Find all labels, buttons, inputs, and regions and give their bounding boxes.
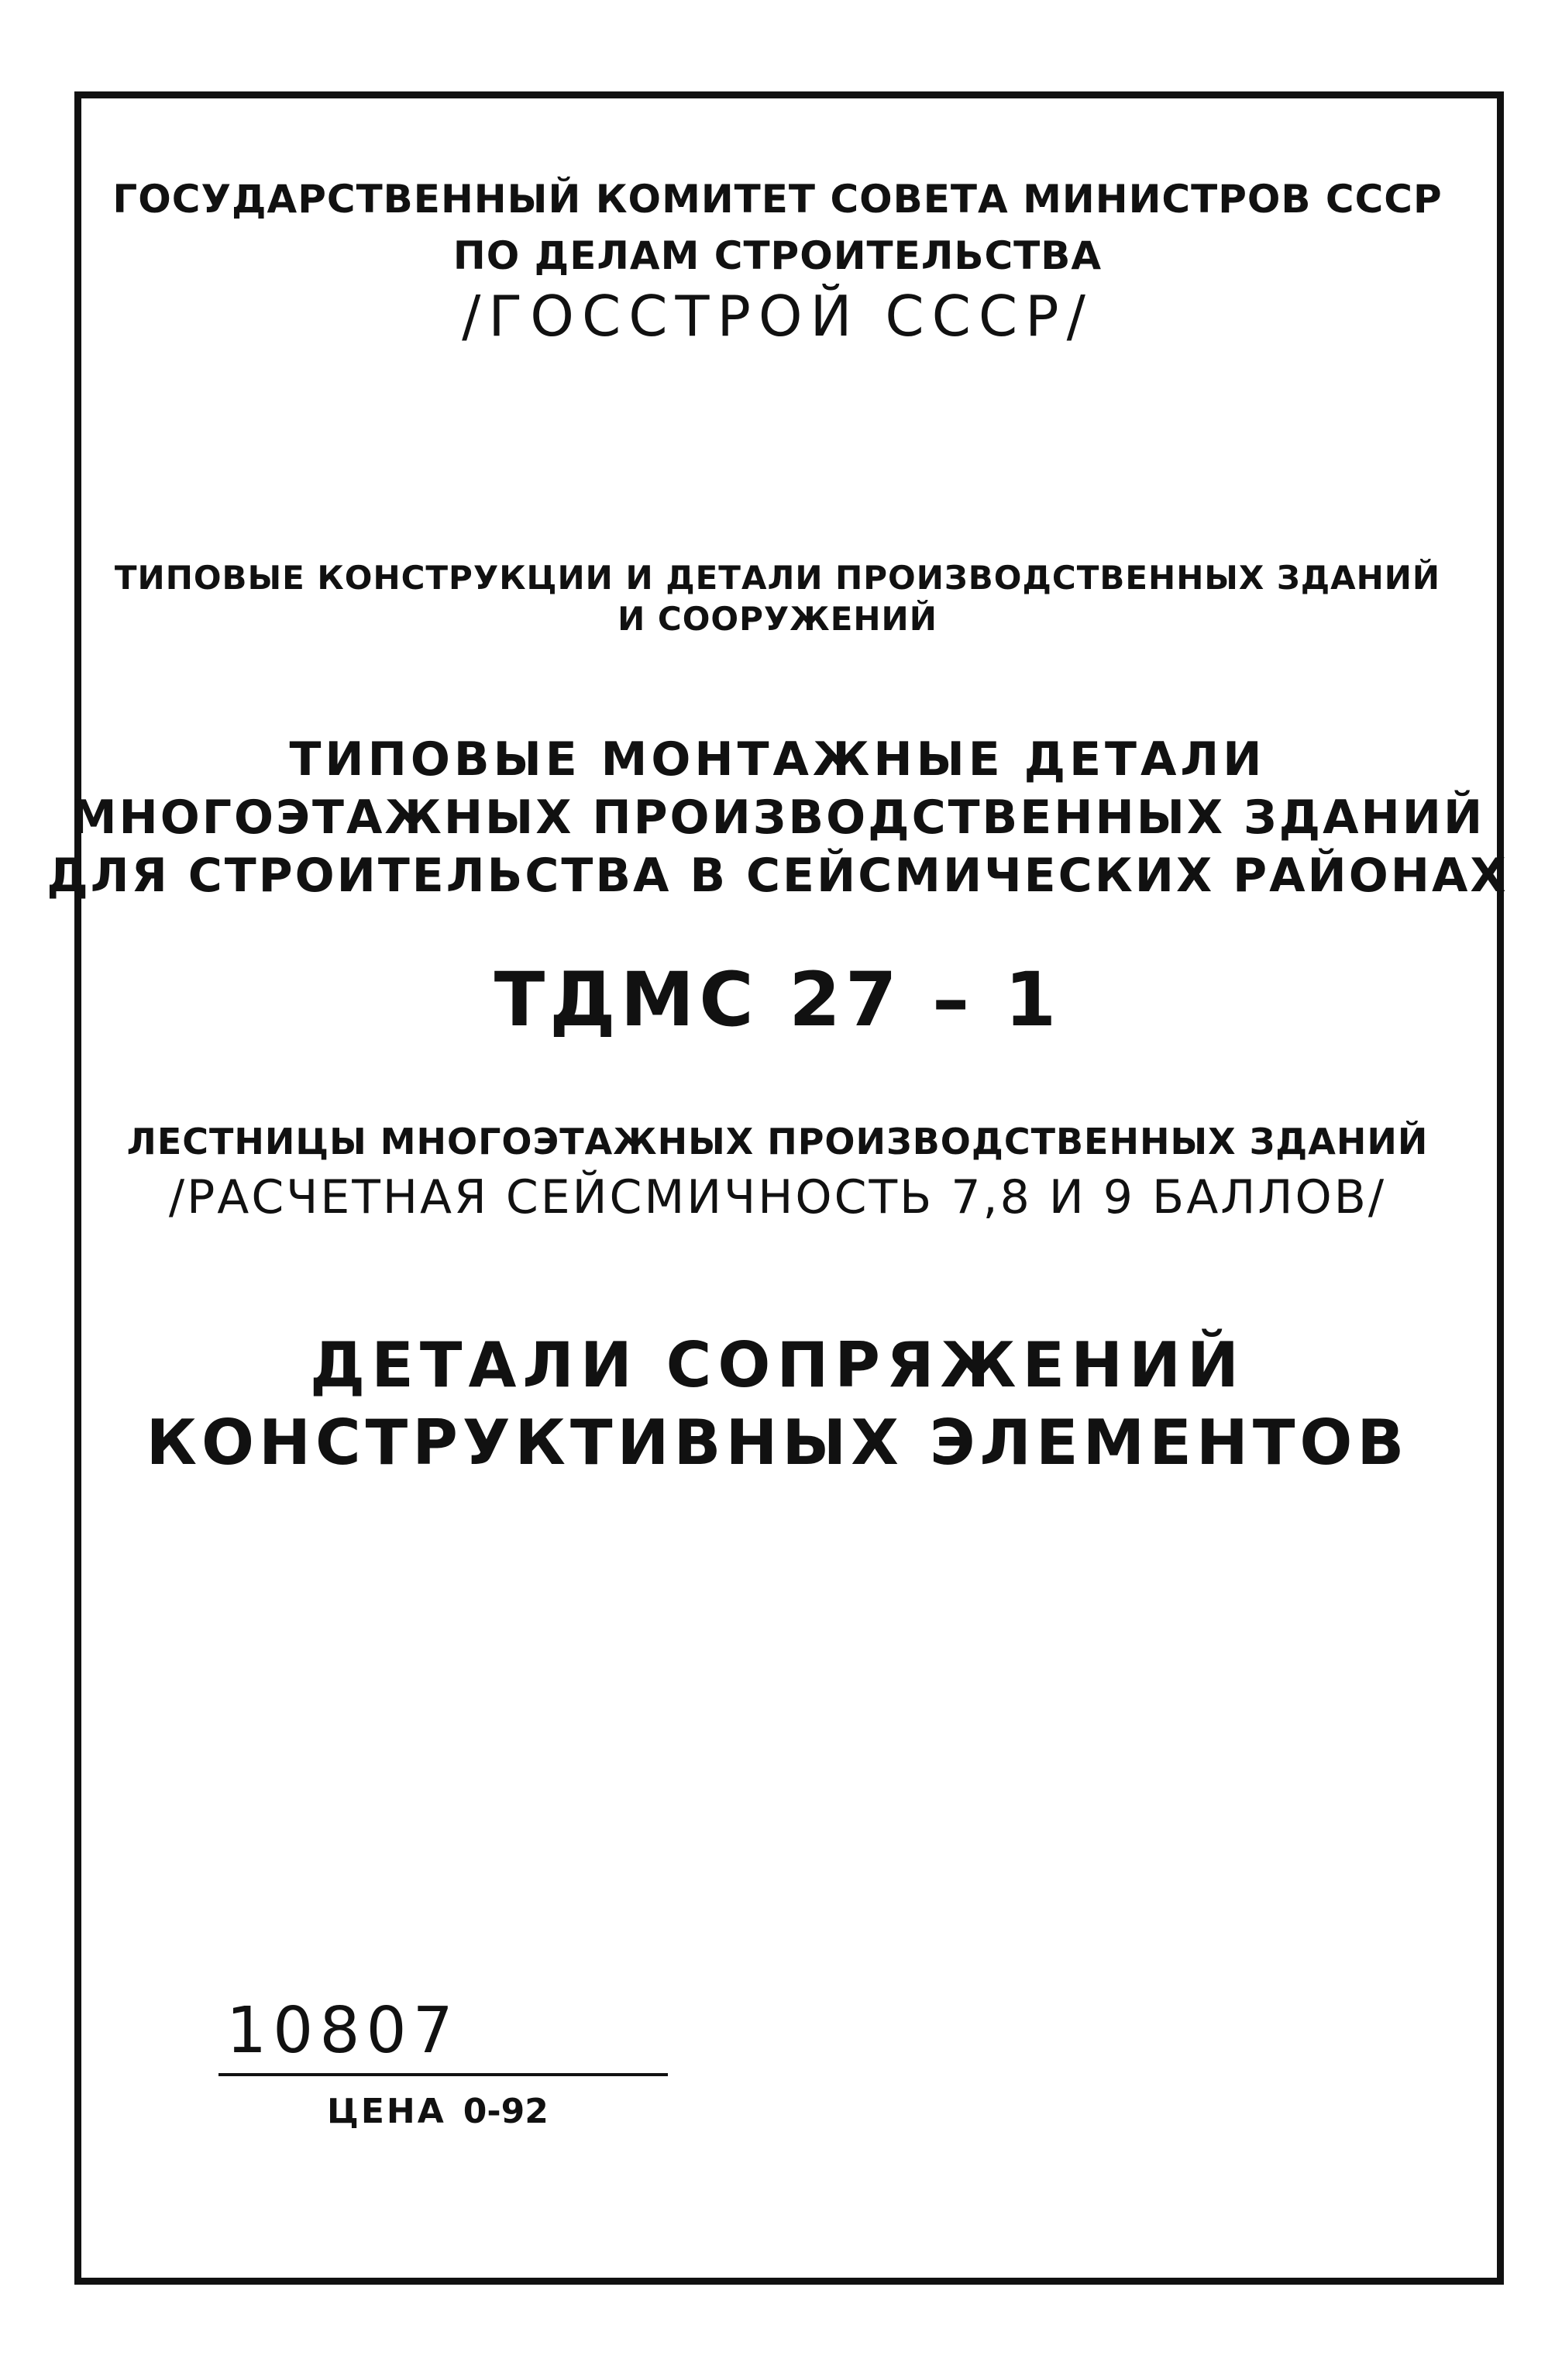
- order-number: 10807: [226, 1994, 459, 2068]
- price-label: ЦЕНА: [327, 2092, 446, 2131]
- agency-name-line-1: ГОСУДАРСТВЕННЫЙ КОМИТЕТ СОВЕТА МИНИСТРОВ СССР: [112, 177, 1443, 222]
- part-title-line-2: /РАСЧЕТНАЯ СЕЙСМИЧНОСТЬ 7,8 И 9 БАЛЛОВ/: [168, 1170, 1387, 1224]
- main-title-line-1: ДЕТАЛИ СОПРЯЖЕНИЙ: [310, 1329, 1245, 1401]
- price: [327, 2092, 549, 2131]
- document-title-line-2: МНОГОЭТАЖНЫХ ПРОИЗВОДСТВЕННЫХ ЗДАНИЙ: [70, 790, 1485, 845]
- agency-name-line-2: ПО ДЕЛАМ СТРОИТЕЛЬСТВА: [452, 233, 1103, 278]
- document-title-line-1: ТИПОВЫЕ МОНТАЖНЫЕ ДЕТАЛИ: [289, 732, 1266, 787]
- document-code: ТДМС 27 – 1: [494, 956, 1061, 1043]
- part-title-line-1: ЛЕСТНИЦЫ МНОГОЭТАЖНЫХ ПРОИЗВОДСТВЕННЫХ ЗДАНИЙ: [126, 1121, 1429, 1162]
- series-name-line-2: И СООРУЖЕНИЙ: [618, 600, 937, 638]
- document-title-line-3: ДЛЯ СТРОИТЕЛЬСТВА В СЕЙСМИЧЕСКИХ РАЙОНАХ: [46, 849, 1509, 903]
- main-title-line-2: КОНСТРУКТИВНЫХ ЭЛЕМЕНТОВ: [146, 1407, 1409, 1479]
- agency-abbreviation: /ГОССТРОЙ СССР/: [462, 284, 1093, 349]
- order-number-underline: [218, 2073, 668, 2076]
- price-value: 0-92: [463, 2092, 549, 2131]
- series-name-line-1: ТИПОВЫЕ КОНСТРУКЦИИ И ДЕТАЛИ ПРОИЗВОДСТВЕННЫХ ЗДАНИЙ: [114, 559, 1441, 597]
